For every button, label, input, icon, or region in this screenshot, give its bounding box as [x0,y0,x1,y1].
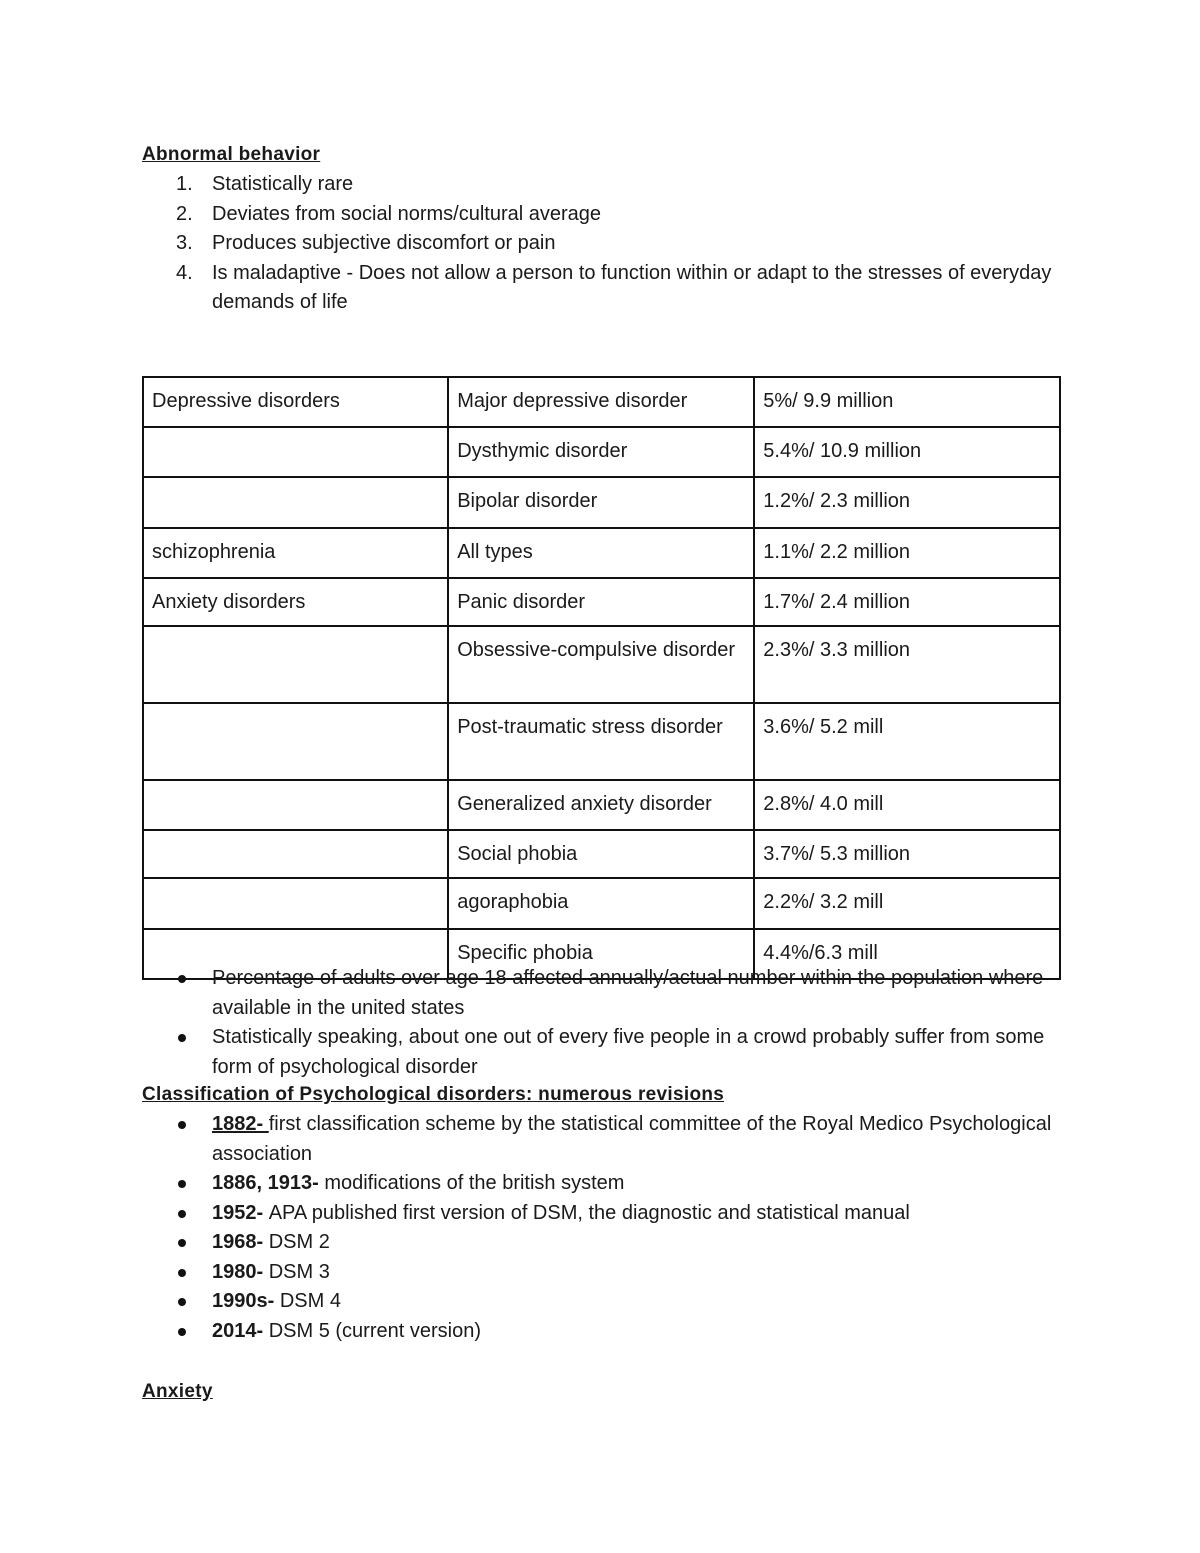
table-row [143,703,1060,780]
bullet-icon [178,1269,186,1277]
list-number: 3. [176,232,193,254]
table-row [143,377,1060,427]
list-item-text: Deviates from social norms/cultural average [212,202,602,225]
disorder-cell: Dysthymic disorder [448,427,754,477]
bullet-icon [178,1034,186,1042]
disorder-cell: Generalized anxiety disorder [448,780,754,830]
bullet-icon [178,975,186,983]
list-item [142,259,1062,318]
list-item [142,200,1062,230]
year-label: 1882- [212,1113,269,1135]
category-cell [143,780,448,830]
stat-cell: 1.7%/ 2.4 million [754,578,1060,626]
disorder-cell: agoraphobia [448,878,754,929]
disorders-table [142,376,1061,980]
table-row [143,477,1060,528]
stat-cell: 2.2%/ 3.2 mill [754,878,1060,929]
table-row [143,427,1060,477]
list-item [142,1287,1062,1317]
list-number: 4. [176,261,193,284]
year-label: 2014- [212,1319,269,1342]
category-cell: Depressive disorders [143,377,448,427]
stat-cell: 2.3%/ 3.3 million [754,626,1060,703]
category-cell [143,830,448,878]
disorder-cell: Social phobia [448,830,754,878]
table-row [143,528,1060,578]
list-item-text: Statistically speaking, about one out of every five people in a crowd probably suffer from some form of psychological disorder [212,1026,1045,1078]
table-row [143,878,1060,929]
stat-cell: 3.7%/ 5.3 million [754,830,1060,878]
list-item-text: DSM 3 [268,1260,330,1283]
list-item-text: Percentage of adults over age 18 affected annually/actual number within the population where available in the united states [212,967,1044,1019]
table-row [143,780,1060,830]
stat-cell: 1.2%/ 2.3 million [754,477,1060,528]
list-item-text: DSM 2 [268,1231,330,1253]
category-cell [143,477,448,528]
stat-cell: 5%/ 9.9 million [754,377,1060,427]
bullet-icon [178,1180,186,1188]
list-item [142,1023,1062,1082]
disorder-cell: Obsessive-compulsive disorder [448,626,754,703]
list-item [142,1258,1062,1288]
list-item-text: DSM 4 [279,1290,341,1312]
table-row [143,626,1060,703]
disorder-cell: Bipolar disorder [448,477,754,528]
stat-cell: 1.1%/ 2.2 million [754,528,1060,578]
category-cell: schizophrenia [143,528,448,578]
list-item [142,229,1062,259]
list-item [142,1110,1062,1169]
list-item [142,1199,1062,1229]
disorder-cell: Major depressive disorder [448,377,754,427]
disorder-cell: Specific phobia [448,929,754,979]
category-cell: Anxiety disorders [143,578,448,626]
list-item [142,1317,1062,1347]
bullet-icon [178,1239,186,1247]
bullet-icon [178,1121,186,1129]
list-item-text: APA published first version of DSM, the diagnostic and statistical manual [268,1201,910,1224]
stat-cell: 4.4%/6.3 mill [754,929,1060,979]
table-notes-list [142,964,1062,1082]
list-item-text: modifications of the british system [324,1172,625,1194]
disorder-cell: Panic disorder [448,578,754,626]
category-cell [143,427,448,477]
category-cell [143,703,448,780]
disorder-cell: Post-traumatic stress disorder [448,703,754,780]
list-item-text: first classification scheme by the statistical committee of the Royal Medico Psychological association [212,1113,1052,1165]
list-number: 2. [176,202,193,225]
year-label: 1980- [212,1260,269,1283]
bullet-icon [178,1298,186,1306]
list-item-text: Statistically rare [212,173,354,195]
stat-cell: 3.6%/ 5.2 mill [754,703,1060,780]
list-item [142,1169,1062,1199]
list-item [142,964,1062,1023]
section-heading-anxiety: Anxiety [142,1381,213,1402]
bullet-icon [178,1210,186,1218]
section-heading-abnormal-behavior: Abnormal behavior [142,144,321,165]
list-item [142,1228,1062,1258]
abnormal-behavior-list [142,170,1062,318]
table-row [143,578,1060,626]
category-cell [143,626,448,703]
stat-cell: 2.8%/ 4.0 mill [754,780,1060,830]
category-cell [143,878,448,929]
list-item-text: Produces subjective discomfort or pain [212,232,556,254]
disorder-cell: All types [448,528,754,578]
table-row [143,830,1060,878]
section-heading-classification: Classification of Psychological disorders: numerous revisions [142,1084,725,1105]
document-page [142,142,1062,1402]
year-label: 1968- [212,1231,269,1253]
list-item [142,170,1062,200]
classification-timeline-list [142,1110,1062,1346]
year-label: 1952- [212,1201,269,1224]
list-item-text: DSM 5 (current version) [268,1319,481,1342]
stat-cell: 5.4%/ 10.9 million [754,427,1060,477]
list-number: 1. [176,173,193,195]
list-item-text: Is maladaptive - Does not allow a person to function within or adapt to the stresses of everyday demands of life [212,261,1052,313]
year-label: 1886, 1913- [212,1172,325,1194]
year-label: 1990s- [212,1290,280,1312]
bullet-icon [178,1328,186,1336]
